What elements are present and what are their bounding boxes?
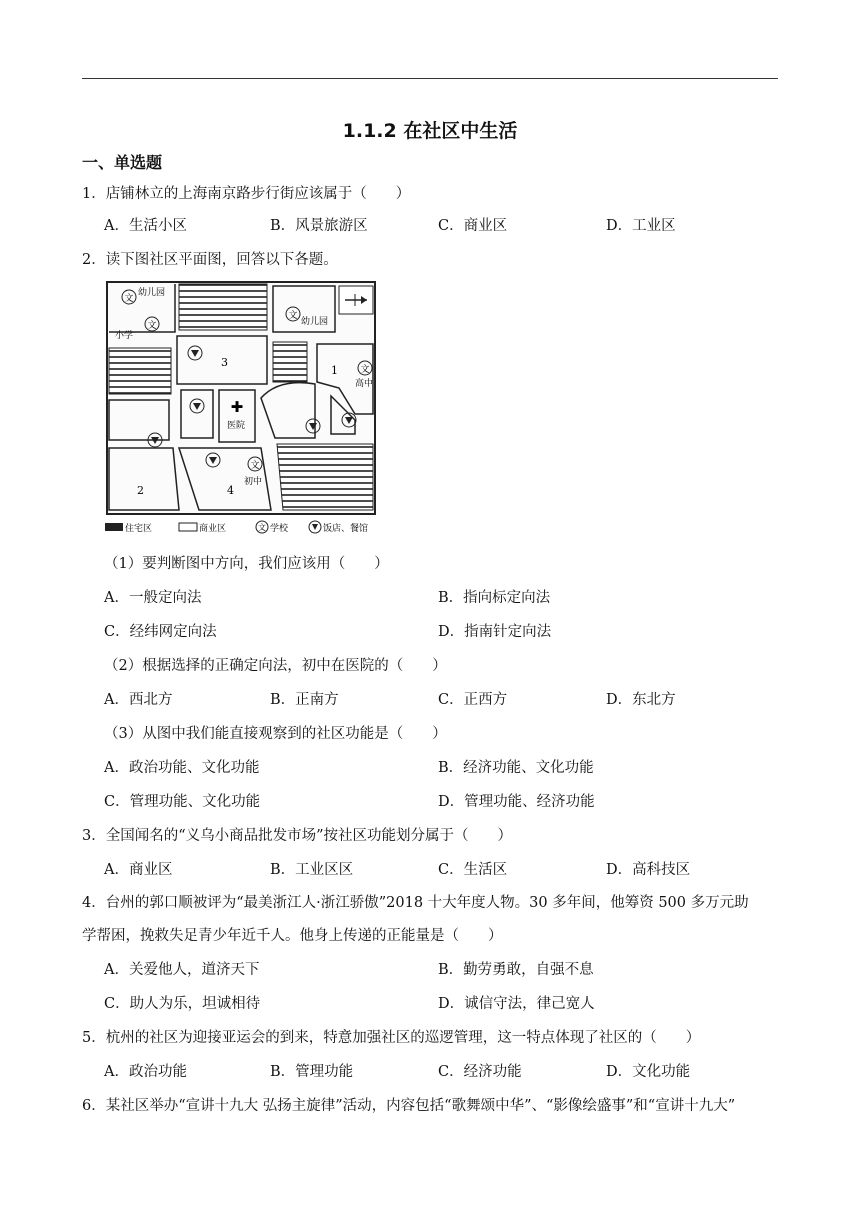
question-4-stem-line-2: 学帮困，挽救失足青少年近千人。他身上传递的正能量是（ ） [82, 928, 503, 944]
q1-option-c[interactable]: C．商业区 [438, 218, 508, 234]
q2-1-option-a[interactable]: A．一般定向法 [104, 590, 202, 606]
question-2-1-stem: （1）要判断图中方向，我们应该用（ ） [104, 556, 389, 572]
q3-option-a[interactable]: A．商业区 [104, 862, 173, 878]
legend-residential: 住宅区 [125, 524, 153, 534]
question-2-2-stem: （2）根据选择的正确定向法，初中在医院的（ ） [104, 658, 447, 674]
header-rule [82, 78, 778, 79]
map-label-hospital: 医院 [227, 421, 246, 431]
q4-option-a[interactable]: A．关爱他人，道济天下 [104, 962, 260, 978]
q2-1-option-d[interactable]: D．指南针定向法 [438, 624, 552, 640]
svg-text:文: 文 [250, 461, 260, 471]
svg-text:文: 文 [258, 523, 266, 532]
q2-2-option-b[interactable]: B．正南方 [270, 692, 339, 708]
q3-option-b[interactable]: B．工业区区 [270, 862, 354, 878]
map-label-primary: 小学 [115, 331, 134, 341]
q2-3-option-c[interactable]: C．管理功能、文化功能 [104, 794, 261, 810]
legend-restaurant: 饭店、餐馆 [323, 524, 369, 534]
q2-3-option-d[interactable]: D．管理功能、经济功能 [438, 794, 595, 810]
legend-school: 学校 [270, 524, 289, 534]
question-2-stem: 2．读下图社区平面图，回答以下各题。 [82, 252, 338, 268]
question-1-stem: 1．店铺林立的上海南京路步行街应该属于（ ） [82, 186, 411, 202]
question-4-stem-line-1: 4．台州的郭口顺被评为“最美浙江人·浙江骄傲”2018 十大年度人物。30 多年间，他筹资 500 多万元助 [82, 895, 749, 911]
question-2-3-stem: （3）从图中我们能直接观察到的社区功能是（ ） [104, 726, 447, 742]
q2-1-option-c[interactable]: C．经纬网定向法 [104, 624, 217, 640]
legend-residential-swatch [105, 523, 123, 531]
map-label-4: 4 [227, 484, 234, 497]
q5-option-a[interactable]: A．政治功能 [104, 1064, 187, 1080]
legend-school-icon [256, 521, 268, 533]
legend-commercial-swatch [179, 523, 197, 531]
q5-option-b[interactable]: B．管理功能 [270, 1064, 354, 1080]
hospital-icon: ✚ [230, 398, 244, 416]
q2-1-option-b[interactable]: B．指向标定向法 [438, 590, 551, 606]
section-heading: 一、单选题 [82, 153, 163, 172]
legend-commercial: 商业区 [199, 524, 227, 534]
q5-option-d[interactable]: D．文化功能 [606, 1064, 691, 1080]
page-title: 1.1.2 在社区中生活 [342, 120, 518, 142]
question-6-stem: 6．某社区举办“宣讲十九大 弘扬主旋律”活动，内容包括“歌舞颂中华”、“影像绘盛事”和“宣讲十九大” [82, 1098, 736, 1114]
q1-option-a[interactable]: A．生活小区 [104, 218, 187, 234]
question-5-stem: 5．杭州的社区为迎接亚运会的到来，特意加强社区的巡逻管理，这一特点体现了社区的（ ） [82, 1030, 701, 1046]
map-label-2: 2 [137, 484, 144, 497]
community-map [103, 278, 383, 540]
legend-restaurant-icon [309, 521, 321, 533]
q2-2-option-c[interactable]: C．正西方 [438, 692, 508, 708]
q3-option-c[interactable]: C．生活区 [438, 862, 508, 878]
q3-option-d[interactable]: D．高科技区 [606, 862, 691, 878]
q5-option-c[interactable]: C．经济功能 [438, 1064, 522, 1080]
q2-3-option-a[interactable]: A．政治功能、文化功能 [104, 760, 260, 776]
map-label-1: 1 [331, 364, 338, 377]
q4-option-b[interactable]: B．勤劳勇敢，自强不息 [438, 962, 594, 978]
svg-text:文: 文 [360, 365, 370, 375]
q1-option-b[interactable]: B．风景旅游区 [270, 218, 368, 234]
svg-text:文: 文 [124, 294, 134, 304]
question-3-stem: 3．全国闻名的“义乌小商品批发市场”按社区功能划分属于（ ） [82, 828, 513, 844]
q2-3-option-b[interactable]: B．经济功能、文化功能 [438, 760, 594, 776]
q2-2-option-a[interactable]: A．西北方 [104, 692, 173, 708]
map-label-kindergarten-1: 幼儿园 [138, 288, 166, 298]
q2-2-option-d[interactable]: D．东北方 [606, 692, 676, 708]
q1-option-d[interactable]: D．工业区 [606, 218, 676, 234]
map-label-high-school: 高中 [355, 379, 374, 389]
svg-text:文: 文 [147, 321, 157, 331]
map-label-3: 3 [221, 356, 228, 369]
q4-option-c[interactable]: C．助人为乐，坦诚相待 [104, 996, 261, 1012]
q4-option-d[interactable]: D．诚信守法，律己宽人 [438, 996, 595, 1012]
svg-text:文: 文 [288, 311, 298, 321]
map-label-kindergarten-2: 幼儿园 [301, 317, 329, 327]
map-label-middle-school: 初中 [244, 477, 263, 487]
